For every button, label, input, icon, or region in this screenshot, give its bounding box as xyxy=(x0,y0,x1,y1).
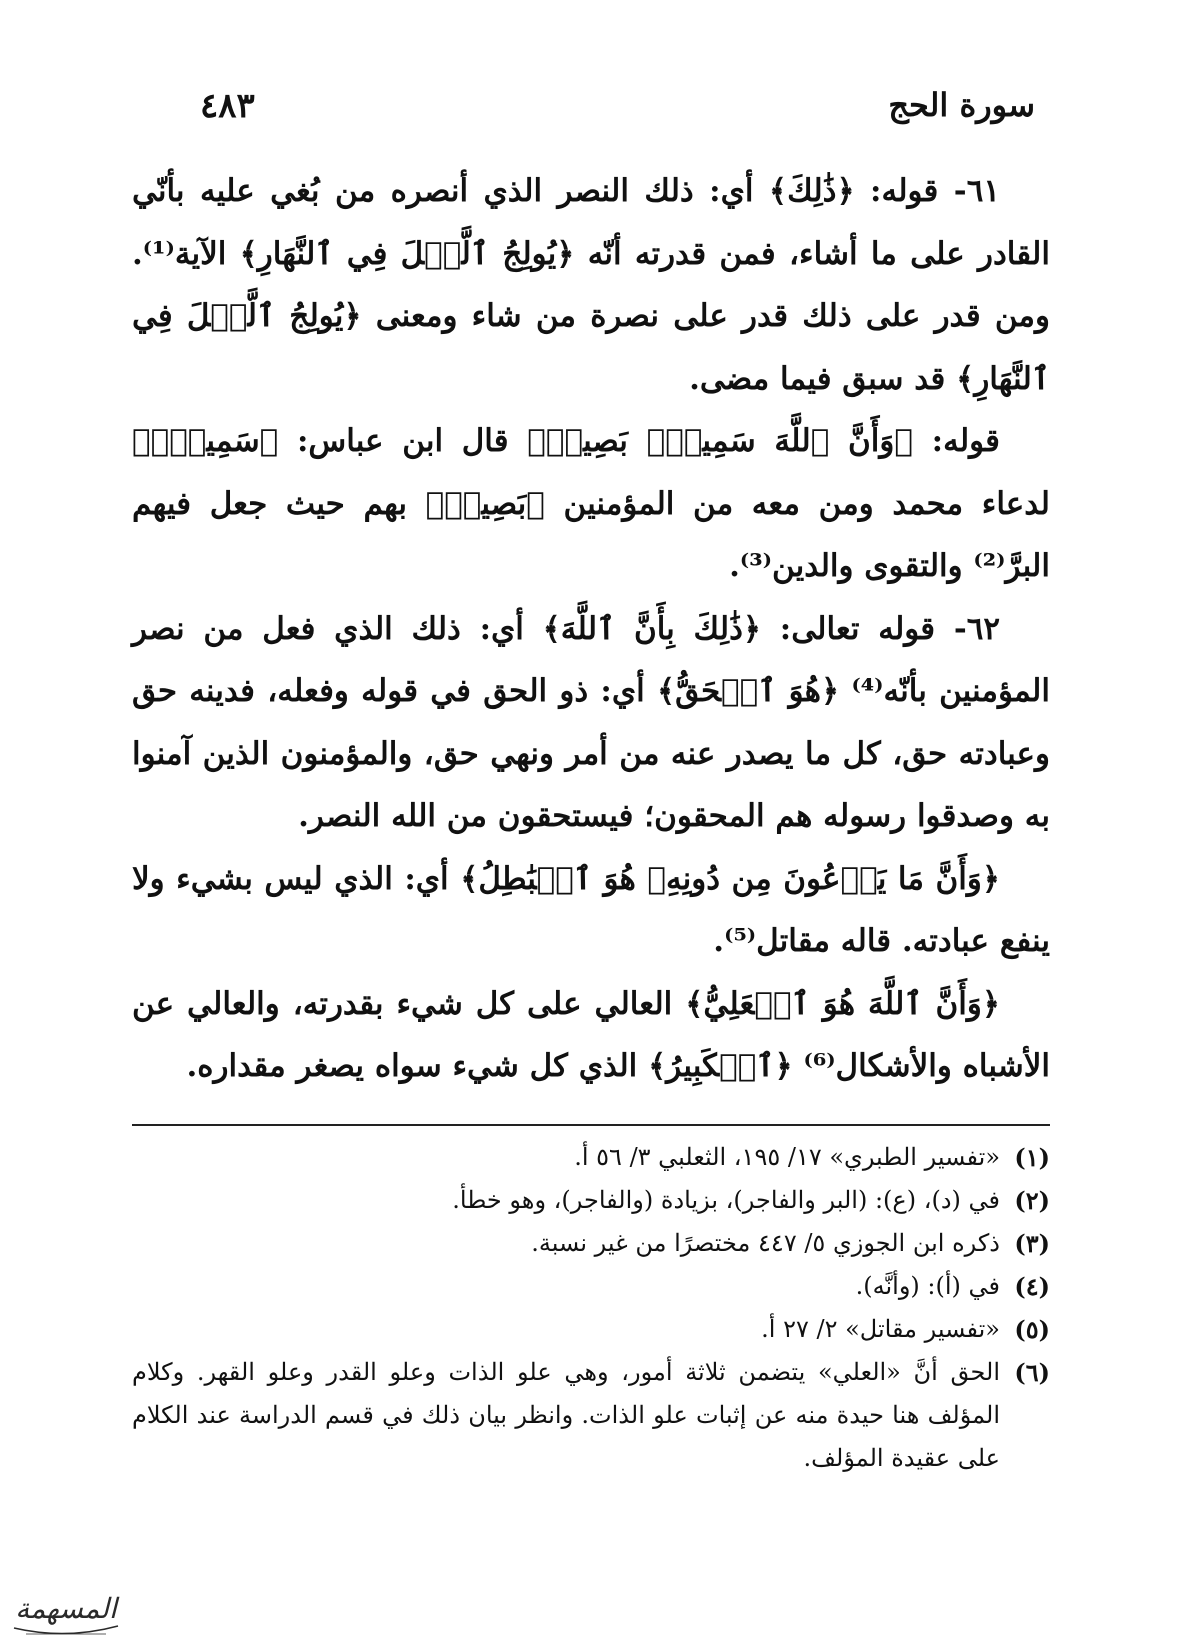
footnote-text: «تفسير الطبري» ١٧/ ١٩٥، الثعلبي ٣/ ٥٦ أ. xyxy=(574,1143,1000,1171)
footnote-number: (٥) xyxy=(1014,1315,1050,1344)
page-header xyxy=(200,86,1035,136)
footnote-text: في (أ): (وأنَّه). xyxy=(855,1272,1000,1300)
page-number: ٤٨٣ xyxy=(200,86,255,126)
main-text xyxy=(132,160,1050,1098)
footnote-number: (٤) xyxy=(1014,1272,1050,1301)
footnote-4 xyxy=(132,1265,1050,1308)
footnote-text: ذكره ابن الجوزي ٥/ ٤٤٧ مختصرًا من غير نسبة. xyxy=(531,1229,1000,1257)
paragraph-verse-62: ٦٢- قوله تعالى: ﴿ذَٰلِكَ بِأَنَّ ٱللَّهَ﴾ أي: ذلك الذي فعل من نصر المؤمنين بأنّه⁽⁴⁾ ﴿هُوَ ٱلۡحَقُّ﴾ أي: ذو الحق في قوله وفعله، فدينه حق وعبادته حق، كل ما يصدر عنه من أمر ونهي حق، والمؤمنون الذين آمنوا به وصدقوا رسوله هم المحقون؛ فيستحقون من الله النصر. xyxy=(132,610,1050,834)
footnotes xyxy=(132,1136,1050,1480)
footnote-number: (٢) xyxy=(1014,1186,1050,1215)
footnote-1 xyxy=(132,1136,1050,1179)
footnote-6 xyxy=(132,1351,1050,1480)
footnote-separator xyxy=(132,1124,1050,1126)
footnote-number: (١) xyxy=(1014,1143,1050,1172)
footnote-text: الحق أنَّ «العلي» يتضمن ثلاثة أمور، وهي علو الذات وعلو القدر وعلو القهر. وكلام المؤلف هنا حيدة منه عن إثبات علو الذات. وانظر بيان ذلك في قسم الدراسة عند الكلام على عقيدة المؤلف. xyxy=(132,1358,1000,1472)
running-title: سورة الحج xyxy=(888,86,1035,124)
footnote-number: (٣) xyxy=(1014,1229,1050,1258)
paragraph-verse-61: ٦١- قوله: ﴿ذَٰلِكَ﴾ أي: ذلك النصر الذي أنصره من بُغي عليه بأنّي القادر على ما أشاء، فمن قدرته أنّه ﴿يُولِجُ ٱلَّيۡلَ فِي ٱلنَّهَارِ﴾ الآية⁽¹⁾. ومن قدر على ذلك قدر على نصرة من شاء ومعنى ﴿يُولِجُ ٱلَّيۡلَ فِي ٱلنَّهَارِ﴾ قد سبق فيما مضى. xyxy=(132,173,1050,397)
paragraph-ali-kabir: ﴿وَأَنَّ ٱللَّهَ هُوَ ٱلۡعَلِيُّ﴾ العالي على كل شيء بقدرته، والعالي عن الأشباه والأشكال⁽⁶⁾ ﴿ٱلۡكَبِيرُ﴾ الذي كل شيء سواه يصغر مقداره. xyxy=(132,985,1050,1084)
svg-text:المسهمة: المسهمة xyxy=(15,1592,117,1625)
footnote-number: (٦) xyxy=(1014,1358,1050,1387)
footnote-5 xyxy=(132,1308,1050,1351)
footnote-3 xyxy=(132,1222,1050,1265)
footnote-text: «تفسير مقاتل» ٢/ ٢٧ أ. xyxy=(761,1315,1000,1343)
publisher-logo xyxy=(6,1578,126,1644)
footnote-text: في (د)، (ع): (البر والفاجر)، بزيادة (والفاجر)، وهو خطأ. xyxy=(452,1186,1000,1214)
footnote-2 xyxy=(132,1179,1050,1222)
paragraph-sami-basir: قوله: ﴿وَأَنَّ ٱللَّهَ سَمِيعُۢ بَصِيرٞ﴾ قال ابن عباس: ﴿سَمِيعُۢ﴾ لدعاء محمد ومن معه من المؤمنين ﴿بَصِيرٞ﴾ بهم حيث جعل فيهم البرَّ⁽²⁾ والتقوى والدين⁽³⁾. xyxy=(132,423,1051,584)
paragraph-batil: ﴿وَأَنَّ مَا يَدۡعُونَ مِن دُونِهِۦ هُوَ ٱلۡبَٰطِلُ﴾ أي: الذي ليس بشيء ولا ينفع عبادته. قاله مقاتل⁽⁵⁾. xyxy=(132,860,1050,959)
